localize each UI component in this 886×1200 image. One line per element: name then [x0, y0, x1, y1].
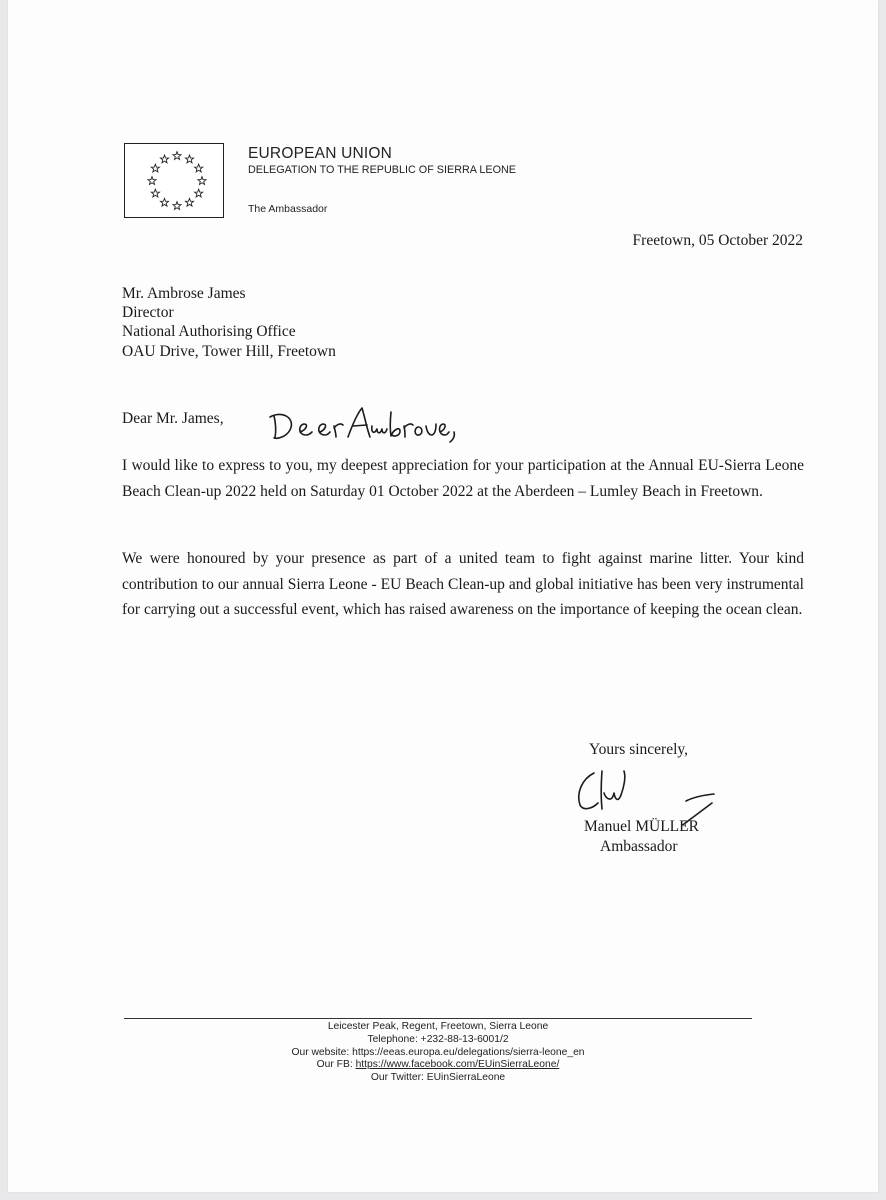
footer-twitter: Our Twitter: EUinSierraLeone: [370, 1072, 506, 1084]
letterhead-delegation: DELEGATION TO THE REPUBLIC OF SIERRA LEONE: [248, 164, 516, 176]
salutation: Dear Mr. James,: [122, 410, 224, 427]
star-icon: [160, 155, 168, 163]
letterhead-organization: EUROPEAN UNION: [248, 145, 393, 162]
signature: [568, 763, 718, 825]
eu-flag-logo: [124, 143, 224, 218]
star-icon: [160, 198, 168, 206]
footer-fb-link[interactable]: https://www.facebook.com/EUinSierraLeone/: [355, 1059, 560, 1071]
recipient-name: Mr. Ambrose James: [122, 285, 246, 302]
star-icon: [151, 189, 159, 197]
recipient-address: [122, 284, 336, 361]
star-icon: [173, 152, 181, 160]
footer-address: Leicester Peak, Regent, Freetown, Sierra Leone: [327, 1021, 549, 1032]
star-icon: [151, 164, 159, 172]
star-icon: [195, 164, 203, 172]
footer: [124, 1021, 752, 1085]
recipient-street: OAU Drive, Tower Hill, Freetown: [122, 342, 336, 360]
signatory-title: Ambassador: [600, 838, 678, 855]
letterhead-office: The Ambassador: [248, 203, 328, 215]
closing: Yours sincerely,: [589, 741, 689, 758]
footer-telephone: Telephone: +232-88-13-6001/2: [367, 1033, 509, 1045]
star-icon: [173, 202, 181, 210]
eu-stars-icon: [125, 144, 223, 217]
footer-facebook: [124, 1059, 752, 1072]
star-icon: [195, 189, 203, 197]
star-icon: [185, 155, 193, 163]
signatory-name: Manuel MÜLLER: [584, 818, 699, 835]
footer-divider: [124, 1018, 752, 1019]
star-icon: [198, 177, 206, 185]
letter-date: Freetown, 05 October 2022: [632, 232, 803, 249]
body-paragraph-1: I would like to express to you, my deepest appreciation for your participation at the Annual EU-Sierra Leone Beach Clean-up 2022 held on Saturday 01 October 2022 at the Aberdeen – Lumley Beach in Freetown.: [122, 457, 804, 500]
star-icon: [185, 198, 193, 206]
recipient-office: National Authorising Office: [122, 323, 296, 341]
star-icon: [148, 177, 156, 185]
footer-website: Our website: https://eeas.europa.eu/delegations/sierra-leone_en: [291, 1046, 585, 1058]
handwritten-greeting: [266, 402, 466, 444]
body-paragraph-2: We were honoured by your presence as part of a united team to fight against marine litter. Your kind contribution to our annual Sierra Leone - EU Beach Clean-up and global initiative has been very instrumental for carrying out a successful event, which has raised awareness on the importance of keeping the ocean clean.: [122, 550, 804, 618]
recipient-title: Director: [122, 304, 174, 322]
footer-fb-label: Our FB:: [316, 1059, 356, 1071]
